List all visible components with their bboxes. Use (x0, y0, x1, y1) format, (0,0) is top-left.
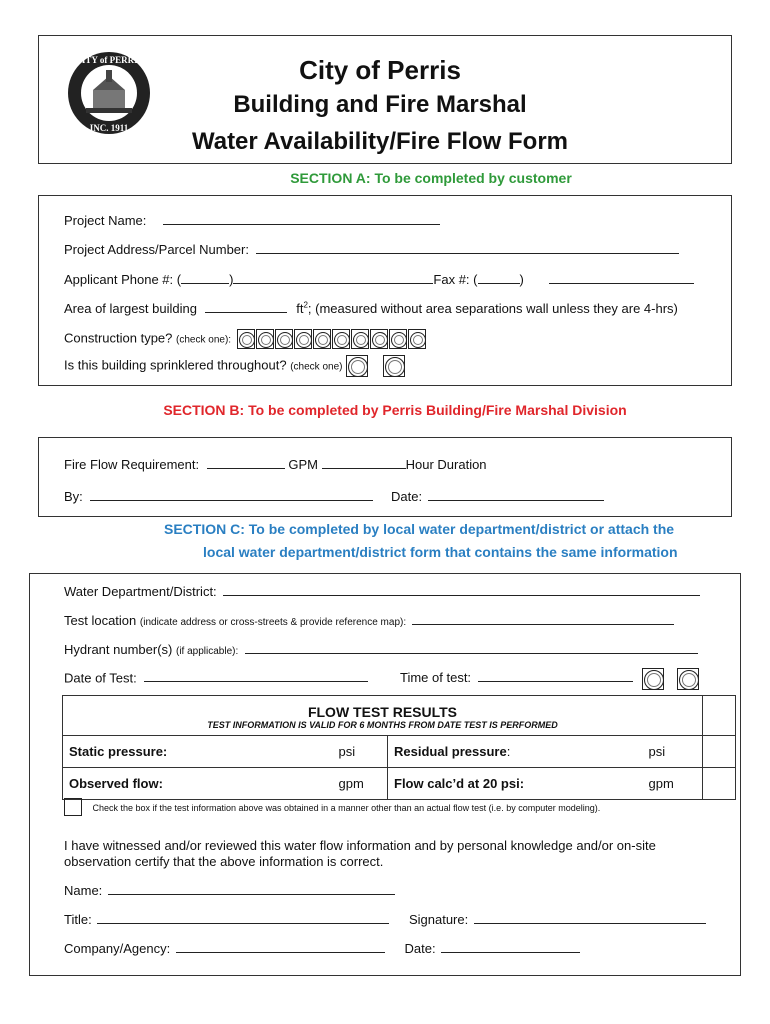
flow-test-title: FLOW TEST RESULTS (307, 703, 458, 720)
test-location-row (64, 611, 674, 628)
area-unit: ft (296, 301, 304, 316)
residual-colon: : (506, 744, 511, 759)
signature-field[interactable] (474, 910, 706, 924)
test-location-label: Test location (64, 613, 137, 628)
residual-pressure-label: Residual pressure (394, 744, 507, 759)
area-label: Area of largest building (64, 301, 197, 316)
date-of-test-field[interactable] (144, 668, 368, 682)
section-b-date-field[interactable] (428, 487, 604, 501)
construction-option-7[interactable] (351, 329, 369, 349)
table-row (63, 736, 736, 768)
construction-label: Construction type? (64, 330, 173, 346)
project-name-field[interactable] (163, 211, 440, 225)
static-pressure-label: Static pressure: (63, 736, 333, 768)
phone-area-code-field[interactable] (181, 270, 229, 284)
company-field[interactable] (176, 939, 385, 953)
phone-row (64, 270, 694, 287)
section-c-date-label: Date: (404, 941, 436, 956)
time-of-test-field[interactable] (478, 668, 633, 682)
construction-option-8[interactable] (370, 329, 388, 349)
test-location-field[interactable] (412, 611, 674, 625)
name-field[interactable] (108, 881, 395, 895)
sprinklered-hint: (check one) (290, 361, 343, 373)
section-b-heading: SECTION B: To be completed by Perris Building/Fire Marshal Division (163, 402, 627, 418)
hour-duration-label: Hour Duration (405, 457, 487, 472)
title-label: Title: (64, 912, 92, 927)
fax-area-code-field[interactable] (478, 270, 520, 284)
gpm-unit: gpm (333, 768, 388, 800)
psi-unit-2: psi (643, 736, 703, 768)
dept-title: Building and Fire Marshal (233, 91, 527, 118)
test-location-hint: (indicate address or cross-streets & provide reference map): (139, 617, 407, 628)
construction-option-6[interactable] (332, 329, 350, 349)
name-label: Name: (64, 883, 103, 898)
project-address-row (64, 240, 679, 257)
company-label: Company/Agency: (64, 941, 171, 956)
flow-calc-label: Flow calc’d at 20 psi: (388, 768, 643, 800)
fax-number-field[interactable] (549, 270, 694, 284)
by-label: By: (64, 489, 83, 504)
project-name-label: Project Name: (64, 213, 147, 228)
psi-unit: psi (333, 736, 388, 768)
city-seal-icon (66, 50, 152, 136)
fire-flow-gpm-field[interactable] (207, 455, 285, 469)
name-row (64, 881, 395, 898)
construction-hint: (check one): (176, 334, 232, 346)
construction-option-9[interactable] (389, 329, 407, 349)
section-b-box (38, 437, 732, 517)
city-title: City of Perris (299, 55, 461, 85)
hydrant-field[interactable] (245, 640, 698, 654)
flow-table-spacer (703, 696, 736, 736)
fire-flow-label: Fire Flow Requirement: (64, 457, 200, 472)
project-address-field[interactable] (256, 240, 679, 254)
flow-test-subtitle: TEST INFORMATION IS VALID FOR 6 MONTHS FROM DATE TEST IS PERFORMED (207, 719, 558, 730)
flow-table-header (63, 696, 703, 736)
flow-table-spacer (703, 768, 736, 800)
gpm-unit-2: gpm (643, 768, 703, 800)
sprinklered-label: Is this building sprinklered throughout? (64, 357, 287, 373)
construction-option-4[interactable] (294, 329, 312, 349)
sprinklered-yes-checkbox[interactable] (346, 355, 368, 377)
section-b-date-label: Date: (391, 489, 423, 504)
by-row (64, 487, 604, 504)
form-title: Water Availability/Fire Flow Form (191, 128, 569, 155)
gpm-label: GPM (288, 457, 318, 472)
construction-option-3[interactable] (275, 329, 293, 349)
construction-option-10[interactable] (408, 329, 426, 349)
certify-text: I have witnessed and/or reviewed this water flow information and by personal knowledge and/or on-site observation certify that the above information is correct. (64, 838, 656, 869)
modeling-checkbox[interactable] (64, 798, 82, 816)
construction-option-2[interactable] (256, 329, 274, 349)
time-of-test-label: Time of test: (400, 670, 472, 686)
fax-label: Fax #: ( (433, 272, 478, 287)
fire-flow-row (64, 455, 487, 472)
observed-flow-label: Observed flow: (63, 768, 333, 800)
hydrant-hint: (if applicable): (176, 646, 239, 657)
water-dept-field[interactable] (223, 582, 700, 596)
area-unit-sup: 2 (303, 300, 308, 310)
seal-text-top: CITY of PERRIS (75, 55, 143, 65)
seal-text-bottom: INC. 1911 (89, 123, 129, 133)
time-am-checkbox[interactable] (642, 668, 664, 690)
flow-test-table (62, 695, 736, 800)
modeling-checkbox-row (64, 798, 600, 816)
title-row (64, 910, 706, 927)
section-c-date-field[interactable] (441, 939, 580, 953)
modeling-note: Check the box if the test information above was obtained in a manner other than an actual flow test (i.e. by computer modeling). (92, 803, 601, 814)
date-time-test-row (64, 668, 700, 690)
water-dept-row (64, 582, 700, 599)
date-of-test-label: Date of Test: (64, 670, 137, 686)
hydrant-label: Hydrant number(s) (64, 642, 173, 657)
table-row (63, 768, 736, 800)
hydrant-row (64, 640, 698, 657)
hour-duration-field[interactable] (322, 455, 406, 469)
construction-row (64, 329, 427, 349)
sprinklered-no-checkbox[interactable] (383, 355, 405, 377)
area-row (64, 299, 678, 316)
construction-option-5[interactable] (313, 329, 331, 349)
phone-close-paren: ) (229, 272, 234, 287)
section-c-heading-2: local water department/district form that contains the same information (203, 544, 678, 560)
title-field[interactable] (97, 910, 389, 924)
signature-label: Signature: (408, 912, 469, 927)
sprinklered-row (64, 355, 406, 377)
water-dept-label: Water Department/District: (64, 584, 217, 599)
construction-option-1[interactable] (237, 329, 255, 349)
fax-close-paren: ) (519, 272, 524, 287)
section-a-heading: SECTION A: To be completed by customer (290, 170, 572, 186)
phone-number-field[interactable] (233, 270, 433, 284)
residual-pressure-cell[interactable] (388, 736, 643, 768)
area-field[interactable] (205, 299, 287, 313)
flow-table-spacer (703, 736, 736, 768)
company-row (64, 939, 580, 956)
flow-table-header-row (63, 696, 736, 736)
time-pm-checkbox[interactable] (677, 668, 699, 690)
project-name-row (64, 211, 440, 228)
by-field[interactable] (90, 487, 373, 501)
project-address-label: Project Address/Parcel Number: (64, 242, 249, 257)
section-c-heading-1: SECTION C: To be completed by local water department/district or attach the (164, 521, 675, 537)
phone-label: Applicant Phone #: ( (64, 272, 182, 287)
area-note: ; (measured without area separations wall unless they are 4-hrs) (307, 301, 678, 316)
